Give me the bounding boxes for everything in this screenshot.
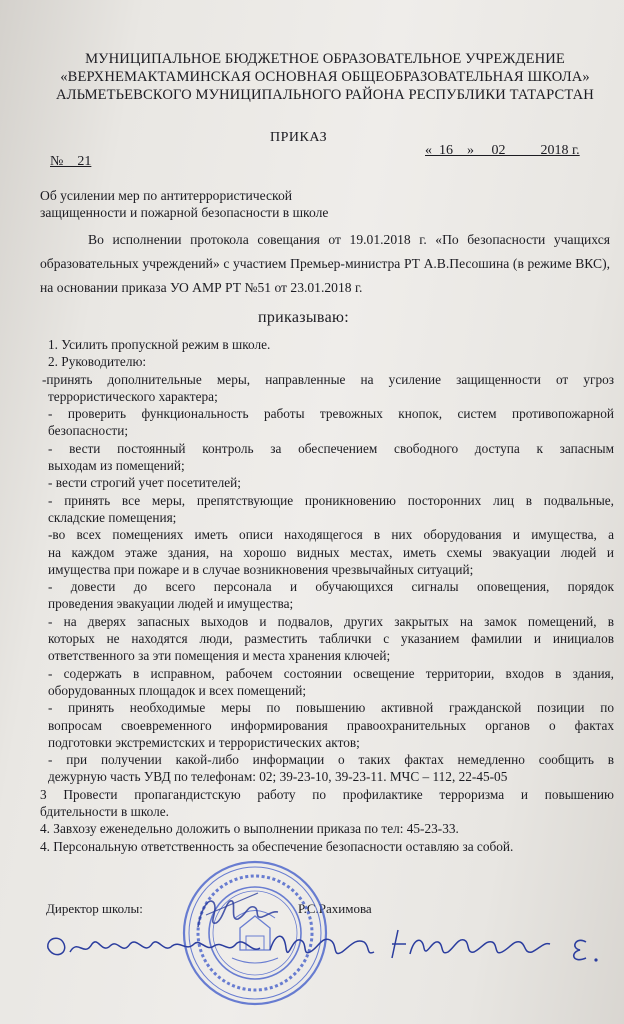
order-line: складские помещения; — [48, 509, 177, 525]
order-line: 1. Усилить пропускной режим в школе. — [48, 337, 271, 352]
acknowledgement-handwriting — [40, 918, 620, 978]
order-line: - содержать в исправном, рабочем состоянии освещение территории, входов в здания, — [48, 665, 614, 681]
order-line: - принять все меры, препятствующие проникновению посторонних лиц в подвальные, — [48, 492, 614, 508]
order-items — [40, 336, 614, 855]
order-line: которых не находятся люди, разместить таблички с указанием фамилии и инициалов — [48, 631, 614, 647]
order-line: 3 Провести пропагандистскую работу по профилактике терроризма и повышению — [40, 786, 614, 802]
order-line: - вести постоянный контроль за обеспечением свободного доступа к запасным — [48, 440, 614, 456]
order-line: выходам из помещений; — [48, 458, 185, 474]
order-number: № 21 — [50, 154, 92, 169]
order-line: дежурную часть УВД по телефонам: 02; 39-23-10, 39-23-11. МЧС – 112, 22-45-05 — [48, 769, 508, 785]
order-line: проведения эвакуации людей и имущества; — [48, 596, 294, 612]
order-line: 2. Руководителю: — [48, 354, 147, 370]
handwriting-text: Ознакомлена Ибраева Ишмухаметова Е. — [40, 918, 58, 919]
order-line: имущества при пожаре и в случае возникновения чрезвычайных ситуаций; — [48, 561, 474, 577]
order-line: оборудованных площадок и всех помещений; — [48, 682, 307, 698]
order-verb: приказываю: — [258, 309, 349, 326]
preamble-paragraph: Во исполнении протокола совещания от 19.01.2018 г. «По безопасности учащихся образовательных учреждений» с участием Премьер-министра РТ А.В.Песошина (в режиме ВКС), на основании приказа УО АМР РТ №51 от 23.01.2018 г. — [40, 232, 610, 295]
header-line-1: МУНИЦИПАЛЬНОЕ БЮДЖЕТНОЕ ОБРАЗОВАТЕЛЬНОЕ УЧРЕЖДЕНИЕ — [85, 51, 565, 67]
document-title: ПРИКАЗ — [270, 130, 328, 145]
order-line: подготовки экстремистских и террористических актов; — [48, 734, 360, 750]
order-line: бдительности в школе. — [40, 804, 169, 820]
order-line: террористического характера; — [48, 388, 218, 404]
order-line: - вести строгий учет посетителей; — [48, 475, 241, 491]
header-line-3: АЛЬМЕТЬЕВСКОГО МУНИЦИПАЛЬНОГО РАЙОНА РЕСПУБЛИКИ ТАТАРСТАН — [56, 87, 594, 103]
order-line: - проверить функциональность работы тревожных кнопок, систем противопожарной — [48, 406, 614, 422]
order-line: -принять дополнительные меры, направленные на усиление защищенности от угроз — [42, 371, 614, 387]
order-line: - при получении какой-либо информации о таких фактах немедленно сообщить в — [48, 752, 614, 768]
order-line: ответственного за эти помещения и места хранения ключей; — [48, 648, 391, 664]
header-line-2: «ВЕРХНЕМАКТАМИНСКАЯ ОСНОВНАЯ ОБЩЕОБРАЗОВАТЕЛЬНАЯ ШКОЛА» — [60, 69, 590, 85]
order-line: - довести до всего персонала и обучающихся сигналы оповещения, порядок — [48, 579, 614, 595]
director-name: Р.С.Рахимова — [298, 901, 372, 916]
order-line: 4. Завхозу еженедельно доложить о выполнении приказа по тел: 45-23-33. — [40, 821, 459, 837]
order-date: « 16 » 02 2018 г. — [425, 143, 580, 158]
order-line: -во всех помещениях иметь описи находящегося в них оборудования и имущества, а — [48, 527, 614, 543]
school-header — [40, 50, 610, 104]
order-line: 4. Персональную ответственность за обеспечение безопасности оставляю за собой. — [40, 838, 514, 854]
order-line: - на дверях запасных выходов и подвалов, других закрытых на замок помещений, в — [48, 613, 614, 629]
order-subject — [40, 187, 328, 221]
subject-line: защищенности и пожарной безопасности в школе — [40, 205, 329, 220]
order-line: - принять необходимые меры по повышению активной гражданской позиции по — [48, 700, 614, 716]
subject-line: Об усилении мер по антитеррористической — [40, 188, 293, 203]
director-label: Директор школы: — [46, 901, 143, 916]
order-line: безопасности; — [48, 423, 129, 439]
order-line: на каждом этаже здания, на хорошо видных местах, иметь схемы эвакуации людей и — [48, 544, 614, 560]
order-line: вопросам своевременного информирования правоохранительных органов о фактах — [48, 717, 614, 733]
